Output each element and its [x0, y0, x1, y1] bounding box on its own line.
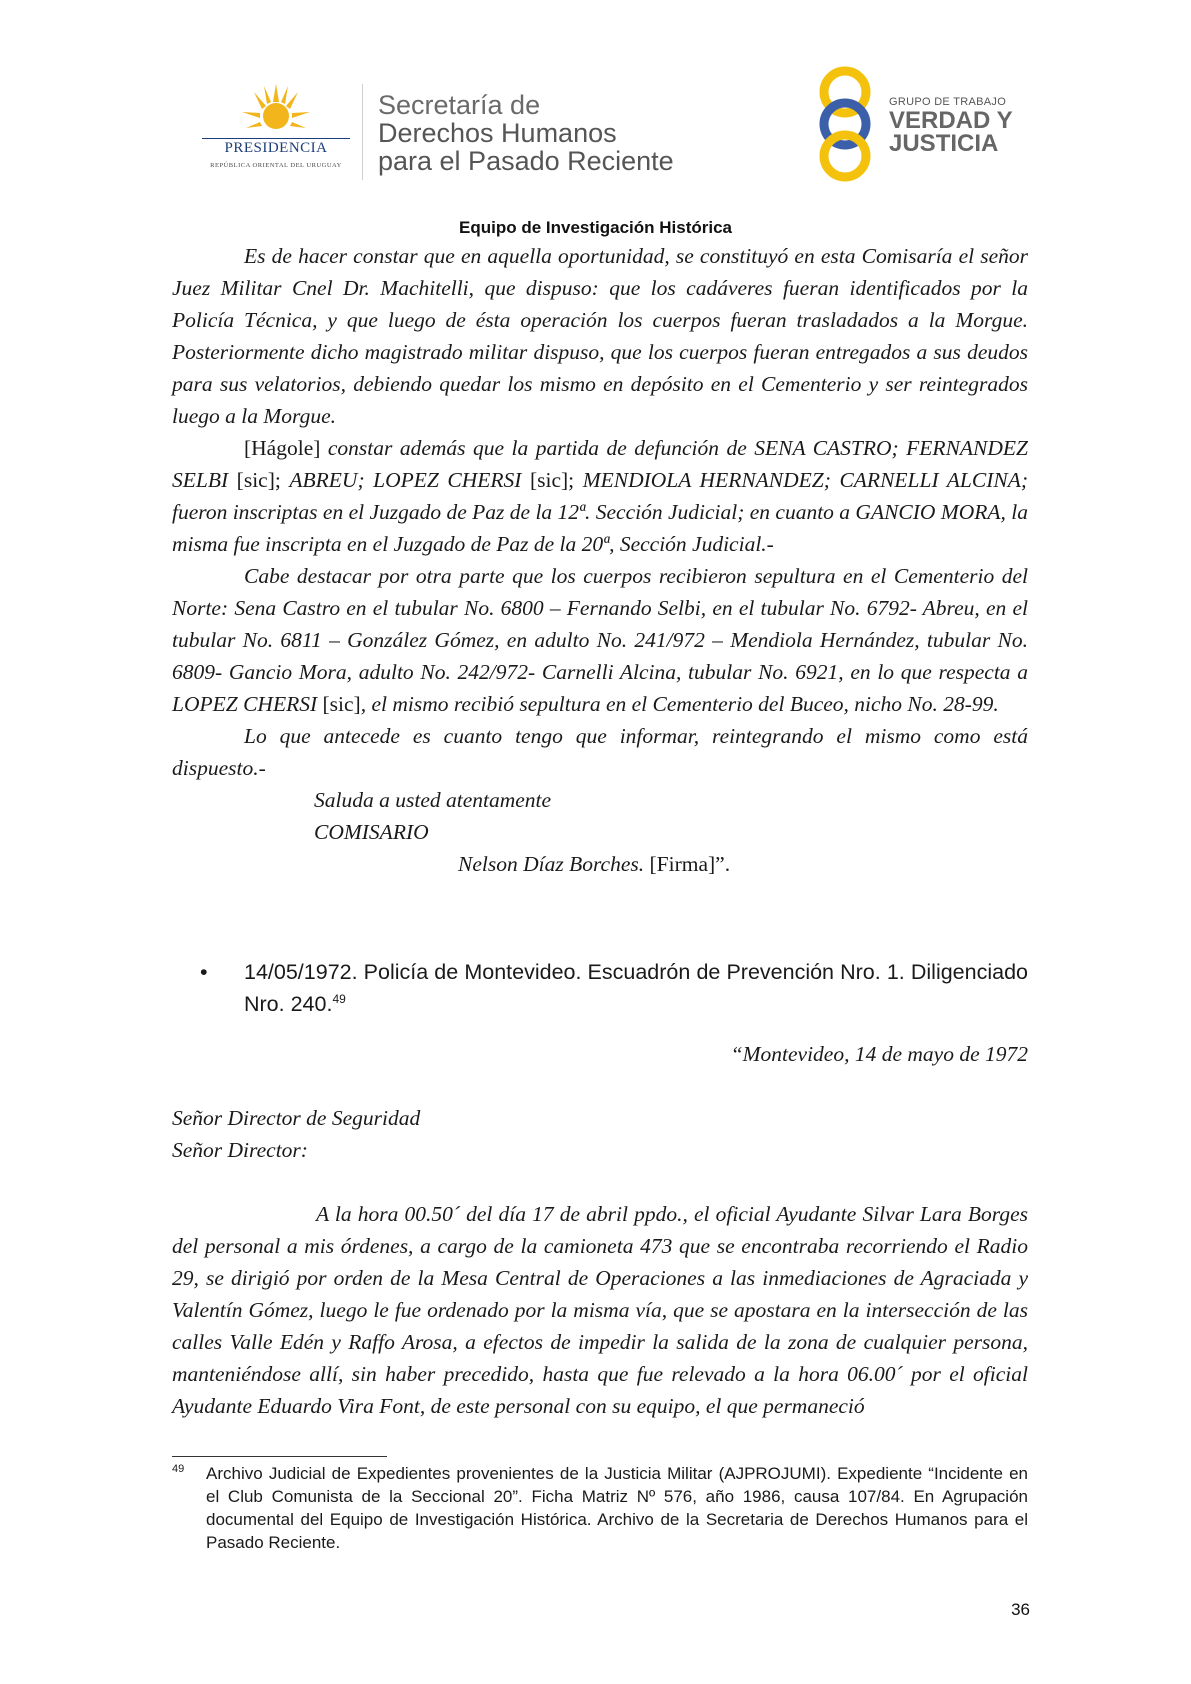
recipient-line2: Señor Director: — [172, 1138, 308, 1162]
bullet-item — [200, 956, 1028, 1020]
bullet-dot-icon: • — [200, 960, 208, 984]
closing-signature — [172, 848, 1028, 880]
secretaria-line1: Secretaría de — [378, 90, 541, 120]
p3-text-b: , el mismo recibió sepultura en el Cementerio del Buceo, nicho No. 28-99. — [360, 692, 999, 716]
presidencia-name: PRESIDENCIA — [224, 140, 328, 156]
letter-recipient — [172, 1102, 1028, 1166]
team-heading: Equipo de Investigación Histórica — [459, 218, 732, 237]
page-number: 36 — [1011, 1600, 1030, 1619]
grupo-line2: VERDAD Y — [889, 107, 1013, 134]
footnote-rule — [172, 1456, 387, 1457]
p2-text-a: constar además que la partida de defunción de SENA CASTRO; FERNANDEZ SELBI — [172, 436, 1028, 492]
letter-date: “Montevideo, 14 de mayo de 1972 — [730, 1042, 1028, 1066]
secretaria-line2: Derechos Humanos — [378, 118, 617, 148]
grupo-line1: GRUPO DE TRABAJO — [889, 96, 1007, 108]
closing-title: COMISARIO — [314, 820, 429, 844]
signature-note: [Firma]”. — [649, 852, 731, 876]
p2-sic-1: [sic]; — [236, 468, 290, 492]
footnote-ref[interactable]: 49 — [332, 991, 346, 1006]
p3-text-a: Cabe destacar por otra parte que los cuerpos recibieron sepultura en el Cementerio del Norte: Sena Castro en el tubular No. 6800 – Fernando Selbi, en el tubular No. 6792- Abreu, en el tubular No. 6811 – González Gómez, en adulto No. 241/972 – Mendiola Hernández, tubular No. 6809- Gancio Mora, adulto No. 242/972- Carnelli Alcina, tubular No. 6921, en lo que respecta a LOPEZ CHERSI — [172, 564, 1028, 716]
grupo-line3: JUSTICIA — [889, 130, 999, 157]
presidencia-logo — [196, 82, 356, 182]
paragraph-4: Lo que antecede es cuanto tengo que informar, reintegrando el mismo como está dispuesto.- — [172, 724, 1028, 780]
bullet-text — [244, 956, 1028, 1020]
p2-text-b: ABREU; LOPEZ CHERSI — [289, 468, 530, 492]
secretaria-line3: para el Pasado Reciente — [378, 146, 674, 176]
paragraph-1: Es de hacer constar que en aquella oportunidad, se constituyó en esta Comisaría el señor Juez Militar Cnel Dr. Machitelli, que dispuso: que los cadáveres fueran identificados por la Policía Técnica, y que luego de ésta operación los cuerpos fueran trasladados a la Morgue. Posteriormente dicho magistrado militar dispuso, que los cuerpos fueran entregados a sus deudos para sus velatorios, debiendo quedar los mismo en depósito en el Cementerio y ser reintegrados luego a la Morgue. — [172, 244, 1028, 428]
secretaria-logo-text — [378, 90, 674, 175]
footnote-number: 49 — [172, 1463, 185, 1475]
letter-paragraph: A la hora 00.50´ del día 17 de abril ppdo., el oficial Ayudante Silvar Lara Borges del personal a mis órdenes, a cargo de la camioneta 473 que se encontraba recorriendo el Radio 29, se dirigió por orden de la Mesa Central de Operaciones a las inmediaciones de Agraciada y Valentín Gómez, luego le fue ordenado por la misma vía, que se apostara en la intersección de las calles Valle Edén y Raffo Arosa, a efectos de impedir la salida de la zona de cualquier persona, manteniéndose allí, sin haber precedido, hasta que fue relevado a la hora 06.00´ por el oficial Ayudante Eduardo Vira Font, de este personal con su equipo, el que permaneció — [172, 1202, 1028, 1418]
recipient-line1: Señor Director de Seguridad — [172, 1106, 421, 1130]
bullet-content: 14/05/1972. Policía de Montevideo. Escuadrón de Prevención Nro. 1. Diligenciado Nro. 240. — [244, 960, 1028, 1016]
header-divider — [362, 84, 363, 180]
signature-name: Nelson Díaz Borches. — [458, 852, 650, 876]
sun-icon — [240, 82, 312, 138]
paragraph-3 — [172, 560, 1028, 720]
paragraph-2 — [172, 432, 1028, 560]
body-text — [172, 240, 1028, 880]
footnote — [172, 1462, 1028, 1554]
p3-sic: [sic] — [322, 692, 361, 716]
closing-salutation: Saluda a usted atentamente — [314, 788, 552, 812]
logo-rule — [202, 138, 350, 139]
p2-text-c: MENDIOLA HERNANDEZ; CARNELLI ALCINA; fueron inscriptas en el Juzgado de Paz de la 12ª. Sección Judicial; en cuanto a GANCIO MORA, la misma fue inscripta en el Juzgado de Paz de la 20ª, Sección Judicial.- — [172, 468, 1029, 556]
letter-body — [172, 1198, 1028, 1422]
presidencia-subtitle: REPÚBLICA ORIENTAL DEL URUGUAY — [210, 162, 342, 169]
rings-icon — [815, 64, 887, 184]
footnote-text: Archivo Judicial de Expedientes provenientes de la Justicia Militar (AJPROJUMI). Expediente “Incidente en el Club Comunista de la Seccional 20”. Ficha Matriz Nº 576, año 1986, causa 107/84. En Agrupación documental del Equipo de Investigación Histórica. Archivo de la Secretaria de Derechos Humanos para el Pasado Reciente. — [206, 1464, 1028, 1552]
p2-bracket: [Hágole] — [244, 436, 321, 460]
verdad-justicia-logo — [815, 64, 1025, 184]
p2-sic-2: [sic]; — [529, 468, 583, 492]
